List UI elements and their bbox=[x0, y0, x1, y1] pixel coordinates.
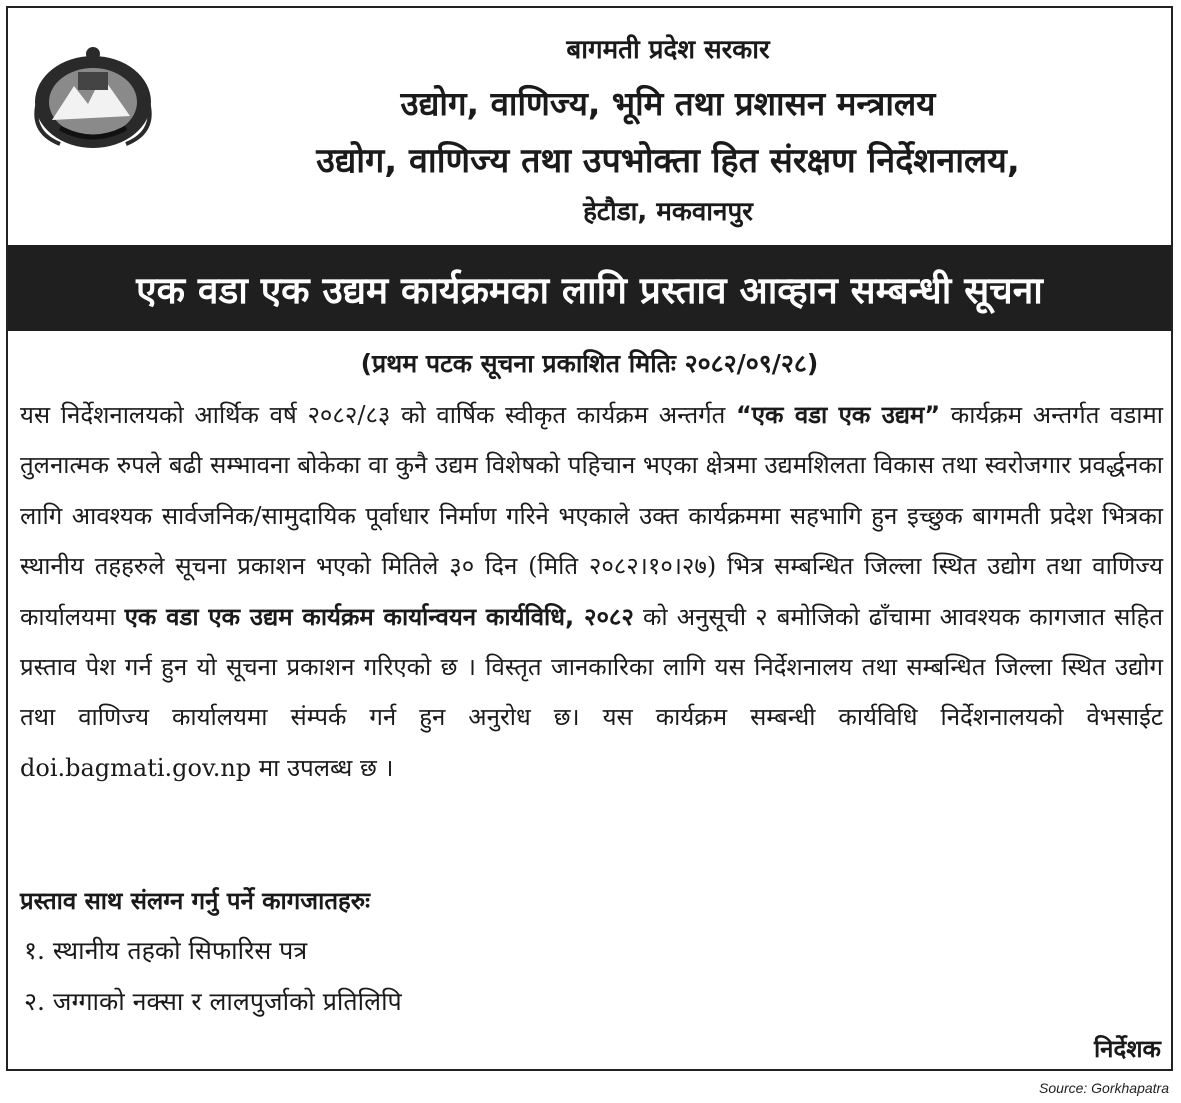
body-text-3: को अनुसूची २ बमोजिको ढाँचामा आवश्यक कागजात सहित प्रस्ताव पेश गर्न हुन यो सूचना प्रकाशन गरिएको छ । विस्तृत जानकारिका लागि यस निर्देशनालय तथा सम्बन्धित जिल्ला स्थित उद्योग तथा वाणिज्य कार्यालयमा संम्पर्क गर्न हुन अनुरोध छ। यस कार्यक्रम सम्बन्धी कार्यविधि निर्देशनालयको वेभसाईट doi.bagmati.gov.np मा उपलब्ध छ । bbox=[20, 602, 1163, 782]
ministry-name: उद्योग, वाणिज्य, भूमि तथा प्रशासन मन्त्रालय bbox=[400, 84, 936, 123]
procedure-name: एक वडा एक उद्यम कार्यक्रम कार्यान्वयन कार्यविधि, २०८२ bbox=[124, 602, 634, 631]
document-item: १. स्थानीय तहको सिफारिस पत्र bbox=[24, 936, 308, 965]
program-name: “एक वडा एक उद्यम” bbox=[736, 401, 941, 429]
notice-frame bbox=[6, 6, 1173, 1071]
notice-title: एक वडा एक उद्यम कार्यक्रमका लागि प्रस्ताव आव्हान सम्बन्धी सूचना bbox=[136, 268, 1043, 312]
publish-date: (प्रथम पटक सूचना प्रकाशित मितिः २०८२/०९/२८) bbox=[360, 349, 819, 378]
government-emblem-icon bbox=[30, 42, 156, 154]
source-credit: Source: Gorkhapatra bbox=[1039, 1080, 1169, 1096]
notice-title-banner bbox=[8, 245, 1171, 331]
office-location: हेटौडा, मकवानपुर bbox=[583, 197, 753, 227]
body-text-2: कार्यक्रम अन्तर्गत वडामा तुलनात्मक रुपले बढी सम्भावना बोकेका वा कुनै उद्यम विशेषको पहिचान भएका क्षेत्रमा उद्यमशिलता विकास तथा स्वरोजगार प्रवर्द्धनका लागि आवश्यक सार्वजनिक/सामुदायिक पूर्वाधार निर्माण गरिने भएकाले उक्त कार्यक्रममा सहभागि हुन इच्छुक बागमती प्रदेश भित्रका स्थानीय तहहरुले सूचना प्रकाशन भएको मितिले ३० दिन (मिति २०८२।१०।२७) भित्र सम्बन्धित जिल्ला स्थित उद्योग तथा वाणिज्य कार्यालयमा bbox=[20, 401, 1163, 631]
government-name: बागमती प्रदेश सरकार bbox=[566, 35, 770, 65]
signatory-title: निर्देशक bbox=[1093, 1035, 1161, 1063]
document-item: २. जग्गाको नक्सा र लालपुर्जाको प्रतिलिपि bbox=[24, 987, 402, 1016]
documents-heading: प्रस्ताव साथ संलग्न गर्नु पर्ने कागजातहरुः bbox=[20, 887, 370, 915]
body-text-1: यस निर्देशनालयको आर्थिक वर्ष २०८२/८३ को वार्षिक स्वीकृत कार्यक्रम अन्तर्गत bbox=[20, 401, 737, 429]
directorate-name: उद्योग, वाणिज्य तथा उपभोक्ता हित संरक्षण निर्देशनालय, bbox=[316, 141, 1020, 181]
notice-body bbox=[20, 390, 1163, 793]
